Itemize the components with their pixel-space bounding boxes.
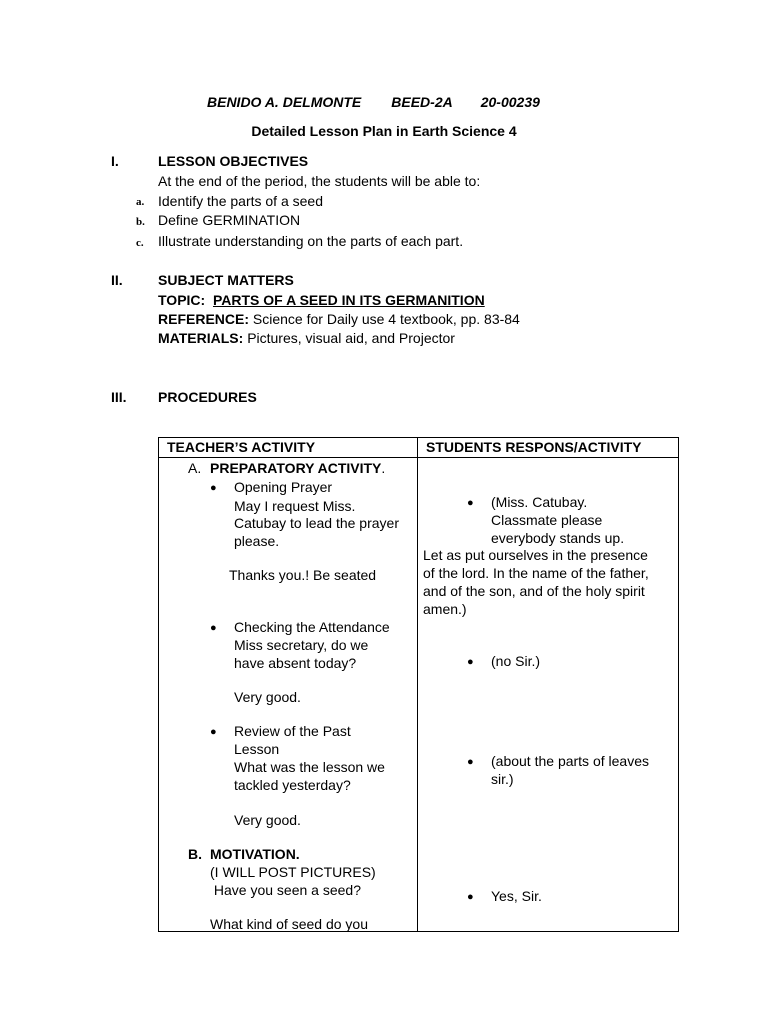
table-header-row [159, 438, 679, 458]
author-name: BENIDO A. DELMONTE [207, 94, 362, 110]
materials-value: Pictures, visual aid, and Projector [247, 330, 455, 346]
review-title: Review of the Past [234, 723, 351, 739]
topic-value: PARTS OF A SEED IN ITS GERMANITION [212, 292, 485, 308]
student-prayer-line-1: (Miss. Catubay. [491, 494, 588, 510]
topic-line [158, 291, 485, 309]
student-prayer-line-2: Classmate please [491, 512, 603, 528]
bullet-icon: ● [467, 891, 474, 903]
reference-label: REFERENCE: [158, 311, 250, 327]
section-a-heading-line [210, 459, 385, 477]
student-prayer-line-3: everybody stands up. [491, 530, 625, 546]
objectives-intro: At the end of the period, the students will be able to: [158, 173, 481, 189]
section-numeral-1: I. [111, 153, 119, 169]
review-line-3: tackled yesterday? [234, 777, 351, 793]
objective-letter-c: c. [136, 237, 144, 249]
prayer-title: Opening Prayer [234, 479, 333, 495]
attendance-line-2: have absent today? [234, 655, 357, 671]
author-section: BEED-2A [391, 94, 453, 110]
bullet-icon: ● [467, 756, 474, 768]
very-good-1: Very good. [234, 689, 301, 705]
document-title: Detailed Lesson Plan in Earth Science 4 [251, 123, 517, 139]
prayer-line-1: May I request Miss. [234, 498, 356, 514]
procedures-heading: PROCEDURES [158, 389, 257, 405]
thanks-line: Thanks you.! Be seated [229, 567, 377, 583]
student-prayer-line-5: of the lord. In the name of the father, [423, 565, 649, 581]
bullet-icon: ● [210, 622, 217, 634]
very-good-2: Very good. [234, 812, 301, 828]
review-line-1: Lesson [234, 741, 280, 757]
student-column-header: STUDENTS RESPONS/ACTIVITY [418, 438, 679, 458]
bullet-icon: ● [467, 497, 474, 509]
topic-label: TOPIC: [158, 292, 206, 308]
objectives-heading: LESSON OBJECTIVES [158, 153, 309, 169]
teacher-activity-cell [159, 458, 418, 932]
review-line-2: What was the lesson we [234, 759, 385, 775]
attendance-line-1: Miss secretary, do we [234, 637, 369, 653]
materials-label: MATERIALS: [158, 330, 244, 346]
motivation-line-2: Have you seen a seed? [210, 882, 361, 898]
section-numeral-2: II. [111, 272, 123, 288]
student-review-line-2: sir.) [491, 771, 514, 787]
student-prayer-line-6: and of the son, and of the holy spirit [423, 583, 645, 599]
teacher-column-header: TEACHER’S ACTIVITY [159, 438, 418, 458]
attendance-title: Checking the Attendance [234, 619, 390, 635]
section-a-heading: PREPARATORY ACTIVITY [210, 460, 382, 476]
author-id: 20-00239 [480, 94, 540, 110]
student-attendance: (no Sir.) [491, 653, 541, 669]
subject-heading: SUBJECT MATTERS [158, 272, 294, 288]
prayer-line-2: Catubay to lead the prayer [234, 515, 399, 531]
reference-line [158, 310, 520, 328]
table-row [159, 458, 679, 932]
student-motivation: Yes, Sir. [491, 888, 542, 904]
activity-table [158, 437, 679, 932]
student-prayer-line-7: amen.) [423, 601, 467, 617]
bullet-icon: ● [210, 482, 217, 494]
objective-letter-b: b. [136, 216, 145, 228]
reference-value: Science for Daily use 4 textbook, pp. 83-84 [252, 311, 520, 327]
student-activity-cell [418, 458, 679, 932]
motivation-line-1: (I WILL POST PICTURES) [210, 864, 376, 880]
section-numeral-3: III. [111, 389, 127, 405]
section-b-heading: MOTIVATION. [210, 846, 300, 862]
objective-letter-a: a. [136, 196, 145, 208]
materials-line [158, 329, 455, 347]
objective-item-a: Identify the parts of a seed [158, 193, 323, 209]
bullet-icon: ● [210, 726, 217, 738]
motivation-line-3: What kind of seed do you [210, 916, 368, 932]
objective-item-c: Illustrate understanding on the parts of each part. [158, 233, 464, 249]
bullet-icon: ● [467, 656, 474, 668]
objective-item-b: Define GERMINATION [158, 212, 301, 228]
section-a-letter: A. [188, 460, 202, 476]
prayer-line-3: please. [234, 533, 280, 549]
section-b-letter: B. [188, 846, 202, 862]
student-prayer-line-4: Let as put ourselves in the presence [423, 547, 648, 563]
student-review-line-1: (about the parts of leaves [491, 753, 649, 769]
author-line [207, 93, 540, 111]
section-a-period: . [381, 460, 386, 476]
